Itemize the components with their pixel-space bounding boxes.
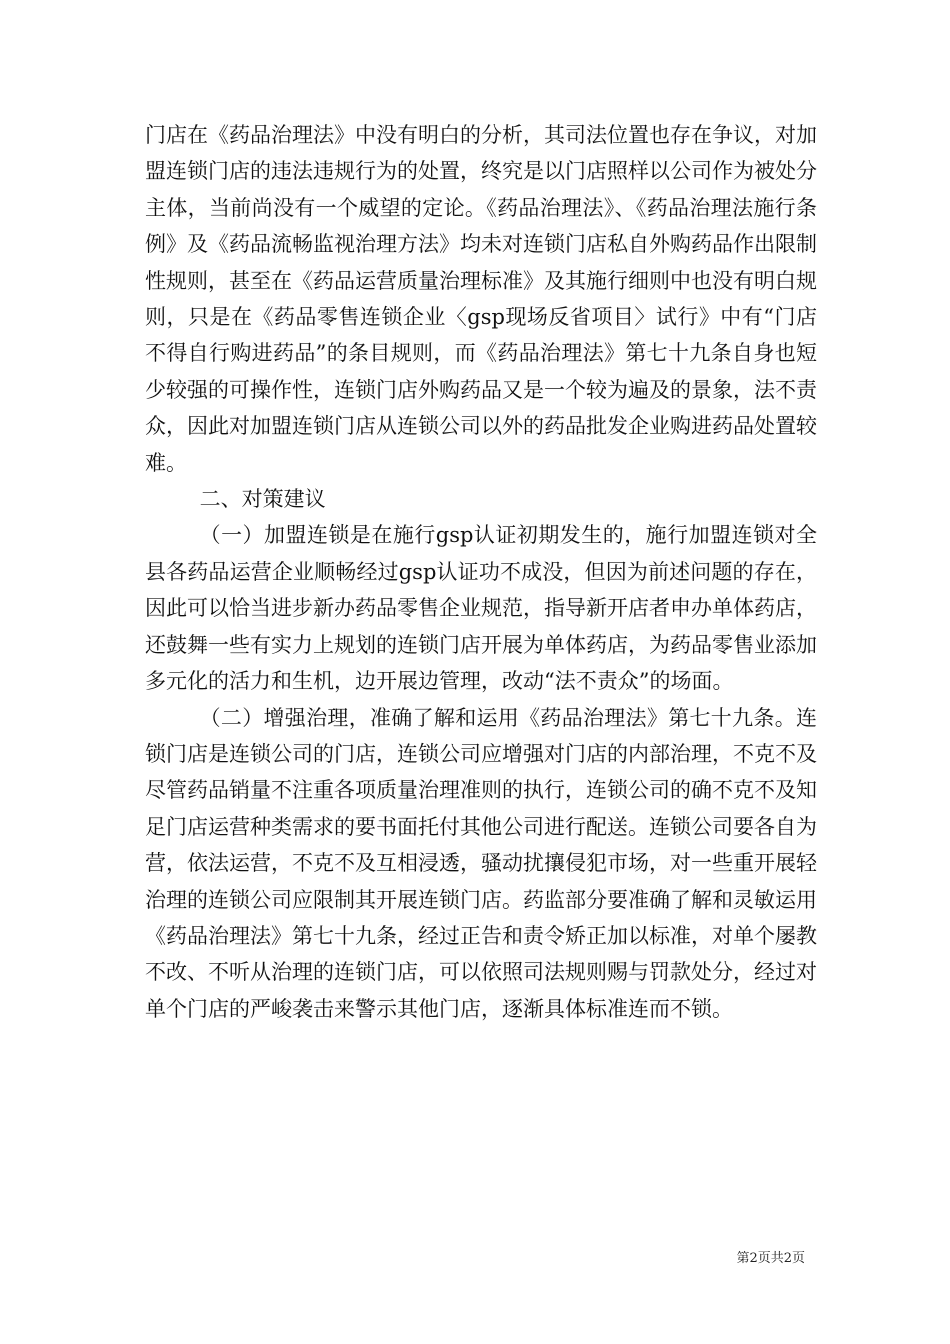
section-heading: 二、对策建议 bbox=[199, 487, 326, 512]
document-body bbox=[145, 117, 817, 1027]
page-number: 第2页共2页 bbox=[736, 1251, 805, 1266]
paragraph-continuation: 门店在《药品治理法》中没有明白的分析，其司法位置也存在争议，对加盟连锁门店的违法违规行为的处置，终究是以门店照样以公司作为被处分主体，当前尚没有一个威望的定论。《药品治理法》、《药品治理法施行条例》及《药品流畅监视治理方法》均未对连锁门店私自外购药品作出限制性规则，甚至在《药品运营质量治理标准》及其施行细则中也没有明白规则，只是在《药品零售连锁企业〈gsp现场反省项目〉试行》中有“门店不得自行购进药品”的条目规则，而《药品治理法》第七十九条自身也短少较强的可操作性，连锁门店外购药品又是一个较为遍及的景象，法不责众，因此对加盟连锁门店从连锁公司以外的药品批发企业购进药品处置较难。 bbox=[145, 123, 817, 475]
paragraph-suggestion-1: （一）加盟连锁是在施行gsp认证初期发生的，施行加盟连锁对全县各药品运营企业顺畅经过gsp认证功不成没，但因为前述问题的存在，因此可以恰当进步新办药品零售企业规范，指导新开店者申办单体药店，还鼓舞一些有实力上规划的连锁门店开展为单体药店，为药品零售业添加多元化的活力和生机，边开展边管理，改动“法不责众”的场面。 bbox=[145, 523, 817, 694]
paragraph-suggestion-2: （二）增强治理，准确了解和运用《药品治理法》第七十九条。连锁门店是连锁公司的门店，连锁公司应增强对门店的内部治理，不克不及尽管药品销量不注重各项质量治理准则的执行，连锁公司的确不克不及知足门店运营种类需求的要书面托付其他公司进行配送。连锁公司要各自为营，依法运营，不克不及互相浸透，骚动扰攘侵犯市场，对一些重开展轻治理的连锁公司应限制其开展连锁门店。药监部分要准确了解和灵敏运用《药品治理法》第七十九条，经过正告和责令矫正加以标准，对单个屡教不改、不听从治理的连锁门店，可以依照司法规则赐与罚款处分，经过对单个门店的严峻袭击来警示其他门店，逐渐具体标准连而不锁。 bbox=[145, 705, 817, 1021]
